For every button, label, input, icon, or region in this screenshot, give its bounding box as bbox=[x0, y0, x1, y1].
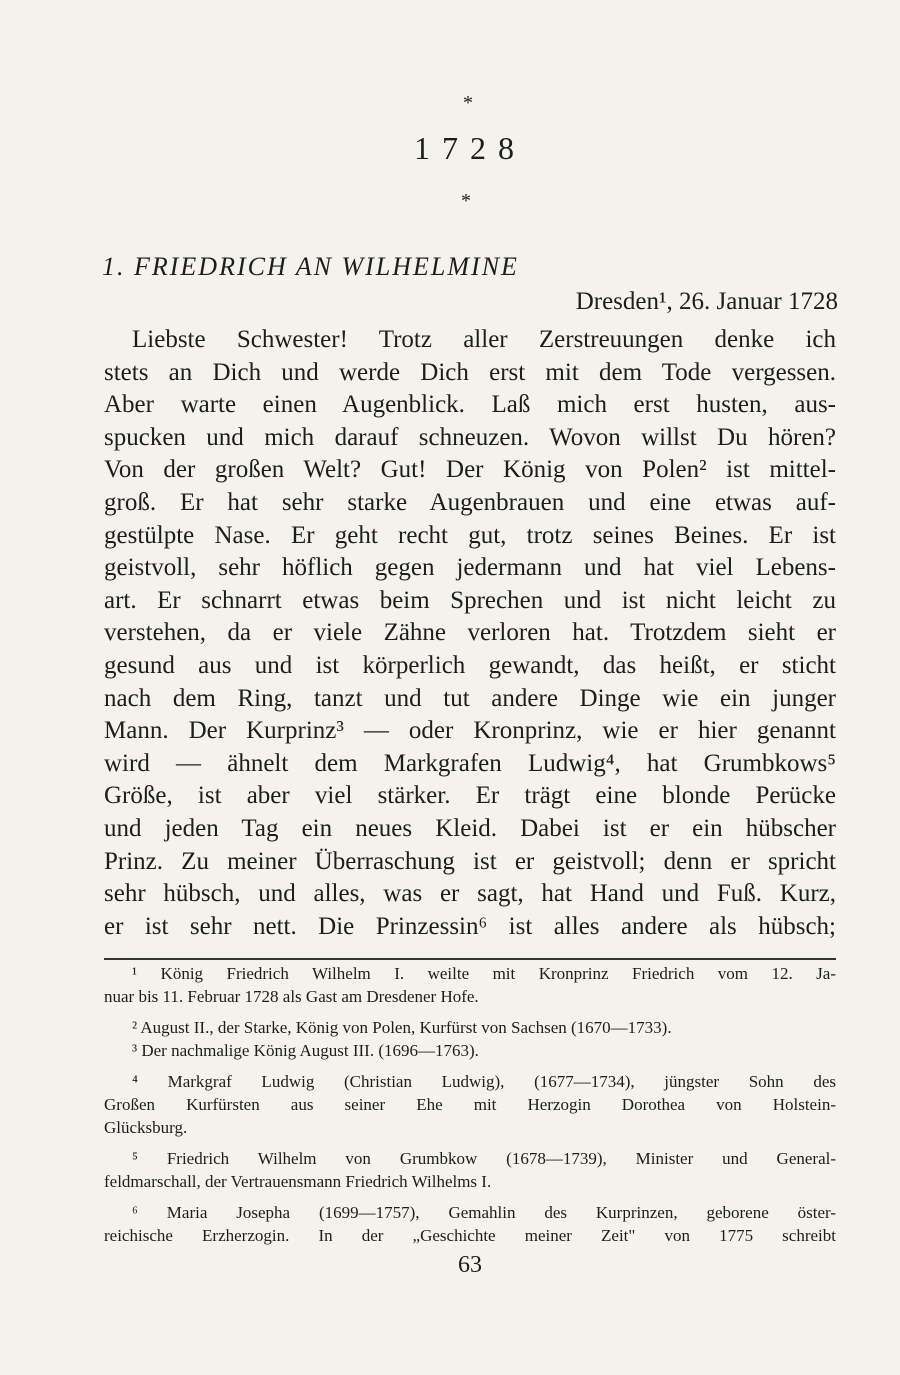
body-line: stets an Dich und werde Dich erst mit dem Tode vergessen. bbox=[104, 358, 836, 386]
body-line: und jeden Tag ein neues Kleid. Dabei ist er ein hübscher bbox=[104, 814, 836, 842]
chapter-year: 1728 bbox=[414, 130, 526, 166]
body-line: Aber warte einen Augenblick. Laß mich erst husten, aus- bbox=[104, 391, 836, 419]
footnote-line: nuar bis 11. Februar 1728 als Gast am Dresdener Hofe. bbox=[104, 987, 479, 1006]
footnote-line: ² August II., der Starke, König von Polen, Kurfürst von Sachsen (1670—1733). bbox=[132, 1018, 672, 1037]
footnote-divider bbox=[104, 958, 836, 960]
body-line: Von der großen Welt? Gut! Der König von Polen² ist mittel- bbox=[104, 456, 836, 484]
body-line: groß. Er hat sehr starke Augenbrauen und eine etwas auf- bbox=[104, 488, 836, 516]
footnote-line: Großen Kurfürsten aus seiner Ehe mit Herzogin Dorothea von Holstein- bbox=[104, 1095, 836, 1114]
body-line: spucken und mich darauf schneuzen. Wovon willst Du hören? bbox=[104, 423, 836, 451]
footnote-line: feldmarschall, der Vertrauensmann Friedrich Wilhelms I. bbox=[104, 1172, 492, 1191]
footnotes bbox=[104, 962, 836, 1247]
footnote-line: ⁶ Maria Josepha (1699—1757), Gemahlin des Kurprinzen, geborene öster- bbox=[132, 1203, 836, 1222]
letter-heading: 1. FRIEDRICH AN WILHELMINE bbox=[102, 252, 519, 281]
ornament-star-bottom: * bbox=[461, 190, 471, 212]
footnote-line: ³ Der nachmalige König August III. (1696—1763). bbox=[132, 1041, 479, 1060]
letter-body bbox=[104, 324, 836, 943]
ornament-star-top: * bbox=[463, 92, 473, 114]
body-line: gesund aus und ist körperlich gewandt, das heißt, er sticht bbox=[104, 651, 836, 679]
body-line: Liebste Schwester! Trotz aller Zerstreuungen denke ich bbox=[132, 326, 836, 353]
body-line: Mann. Der Kurprinz³ — oder Kronprinz, wie er hier genannt bbox=[104, 717, 836, 745]
body-line: geistvoll, sehr höflich gegen jedermann und hat viel Lebens- bbox=[104, 554, 836, 582]
body-line: Prinz. Zu meiner Überraschung ist er geistvoll; denn er spricht bbox=[104, 847, 836, 875]
footnote-line: Glücksburg. bbox=[104, 1118, 188, 1137]
body-line: Größe, ist aber viel stärker. Er trägt eine blonde Perücke bbox=[104, 782, 836, 810]
body-line: sehr hübsch, und alles, was er sagt, hat Hand und Fuß. Kurz, bbox=[104, 880, 836, 908]
body-line: nach dem Ring, tanzt und tut andere Dinge wie ein junger bbox=[104, 684, 836, 712]
body-line: er ist sehr nett. Die Prinzessin⁶ ist alles andere als hübsch; bbox=[104, 912, 836, 940]
footnote-line: ¹ König Friedrich Wilhelm I. weilte mit Kronprinz Friedrich vom 12. Ja- bbox=[132, 964, 836, 983]
footnote-line: reichische Erzherzogin. In der „Geschichte meiner Zeit" von 1775 schreibt bbox=[104, 1226, 836, 1245]
body-line: gestülpte Nase. Er geht recht gut, trotz seines Beines. Er ist bbox=[104, 521, 836, 549]
body-line: verstehen, da er viele Zähne verloren hat. Trotzdem sieht er bbox=[104, 619, 836, 647]
body-line: wird — ähnelt dem Markgrafen Ludwig⁴, hat Grumbkows⁵ bbox=[104, 749, 836, 777]
footnote-line: ⁵ Friedrich Wilhelm von Grumbkow (1678—1739), Minister und General- bbox=[132, 1149, 836, 1168]
letter-dateline: Dresden¹, 26. Januar 1728 bbox=[575, 288, 838, 315]
page-number: 63 bbox=[458, 1252, 482, 1278]
footnote-line: ⁴ Markgraf Ludwig (Christian Ludwig), (1677—1734), jüngster Sohn des bbox=[132, 1072, 836, 1091]
body-line: art. Er schnarrt etwas beim Sprechen und ist nicht leicht zu bbox=[104, 586, 836, 614]
